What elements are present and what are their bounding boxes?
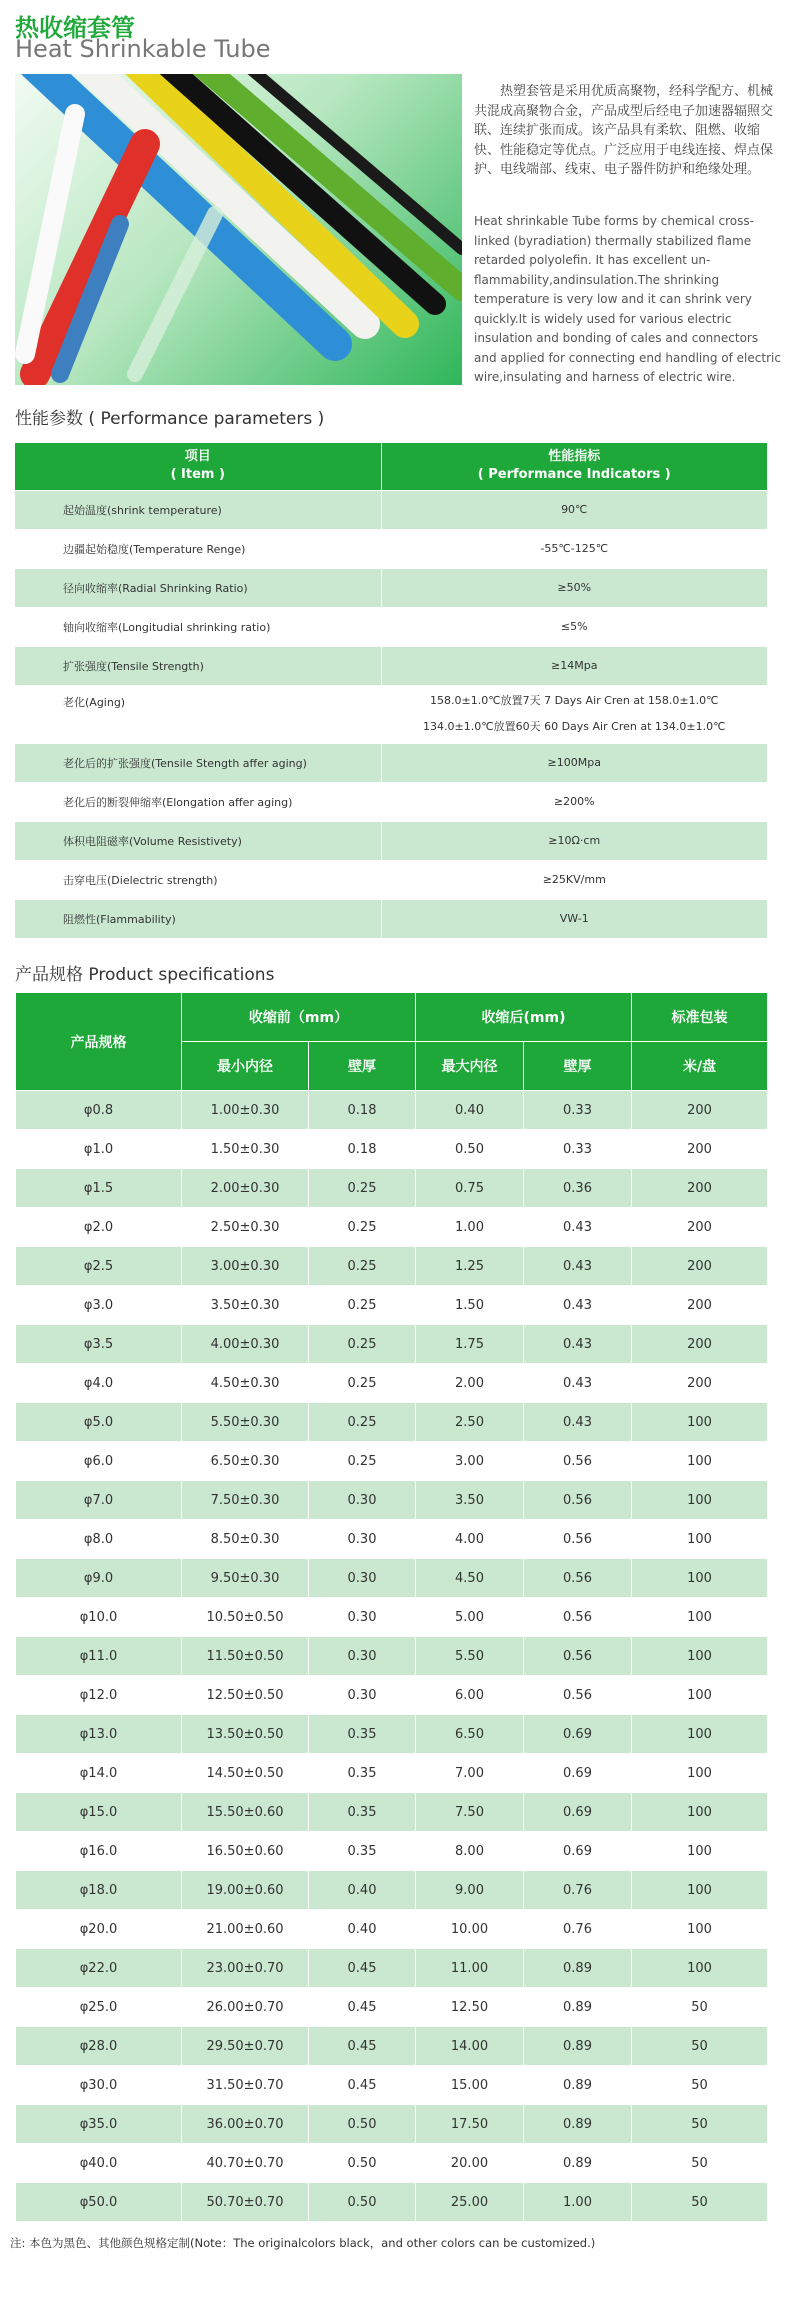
perf-row — [15, 860, 767, 899]
spec-min-id: 14.50±0.50 — [182, 1754, 309, 1793]
tubes-illustration — [15, 74, 462, 385]
spec-wall-before: 0.30 — [309, 1559, 416, 1598]
perf-param-value: ≥25KV/mm — [381, 860, 767, 899]
spec-size: φ0.8 — [16, 1091, 182, 1130]
spec-pack: 100 — [632, 1637, 768, 1676]
spec-size: φ14.0 — [16, 1754, 182, 1793]
spec-subheader-min-id: 最小内径 — [182, 1042, 309, 1091]
spec-header-before: 收缩前（mm） — [182, 993, 416, 1042]
perf-param-name: 体积电阻磁率(Volume Resistivety) — [15, 821, 381, 860]
intro-text-en: Heat shrinkable Tube forms by chemical cross-linked (byradiation) thermally stabilized flame retarded polyolefin. It has excellent un-flammability,andinsulation.The shrinking temperature is very low and it can shrink very quickly.It is widely used for various electric insulation and bonding of cales and connectors and applied for connecting end handling of electric wire,insulating and harness of electric wire. — [474, 214, 781, 384]
spec-wall-before: 0.45 — [309, 2066, 416, 2105]
spec-min-id: 13.50±0.50 — [182, 1715, 309, 1754]
spec-row — [16, 1715, 768, 1754]
footnote: 注: 本色为黑色、其他颜色规格定制(Note：The originalcolors black，and other colors can be customized.) — [10, 2236, 596, 2250]
spec-row — [16, 1364, 768, 1403]
spec-wall-after: 0.76 — [524, 1871, 632, 1910]
spec-wall-after: 0.89 — [524, 2066, 632, 2105]
spec-table — [15, 992, 768, 2222]
spec-pack: 200 — [632, 1091, 768, 1130]
spec-size: φ4.0 — [16, 1364, 182, 1403]
spec-row — [16, 1403, 768, 1442]
spec-min-id: 21.00±0.60 — [182, 1910, 309, 1949]
spec-pack: 50 — [632, 2027, 768, 2066]
spec-wall-after: 0.43 — [524, 1247, 632, 1286]
spec-max-id: 25.00 — [416, 2183, 524, 2222]
spec-row — [16, 1169, 768, 1208]
spec-max-id: 15.00 — [416, 2066, 524, 2105]
perf-param-name: 边疆起始稳度(Temperature Renge) — [15, 529, 381, 568]
spec-wall-after: 0.89 — [524, 1949, 632, 1988]
spec-row — [16, 1481, 768, 1520]
spec-max-id: 3.50 — [416, 1481, 524, 1520]
spec-max-id: 10.00 — [416, 1910, 524, 1949]
spec-wall-after: 0.33 — [524, 1130, 632, 1169]
spec-wall-before: 0.30 — [309, 1481, 416, 1520]
spec-wall-before: 0.40 — [309, 1910, 416, 1949]
spec-min-id: 12.50±0.50 — [182, 1676, 309, 1715]
spec-wall-after: 0.56 — [524, 1637, 632, 1676]
perf-row — [15, 529, 767, 568]
spec-max-id: 1.75 — [416, 1325, 524, 1364]
spec-size: φ3.0 — [16, 1286, 182, 1325]
spec-wall-before: 0.35 — [309, 1832, 416, 1871]
spec-wall-after: 0.69 — [524, 1793, 632, 1832]
spec-max-id: 20.00 — [416, 2144, 524, 2183]
spec-max-id: 17.50 — [416, 2105, 524, 2144]
spec-size: φ28.0 — [16, 2027, 182, 2066]
spec-row — [16, 1832, 768, 1871]
perf-param-name: 起始温度(shrink temperature) — [15, 490, 381, 529]
spec-wall-after: 0.33 — [524, 1091, 632, 1130]
spec-subheader-wall-before: 壁厚 — [309, 1042, 416, 1091]
spec-pack: 100 — [632, 1403, 768, 1442]
spec-size: φ16.0 — [16, 1832, 182, 1871]
spec-row — [16, 1442, 768, 1481]
spec-max-id: 12.50 — [416, 1988, 524, 2027]
perf-param-value: -55℃-125℃ — [381, 529, 767, 568]
perf-param-value — [381, 685, 767, 743]
spec-size: φ2.0 — [16, 1208, 182, 1247]
spec-pack: 200 — [632, 1247, 768, 1286]
perf-row — [15, 743, 767, 782]
perf-param-value: VW-1 — [381, 899, 767, 938]
perf-param-value: ≥200% — [381, 782, 767, 821]
spec-subheader-max-id: 最大内径 — [416, 1042, 524, 1091]
spec-max-id: 0.40 — [416, 1091, 524, 1130]
perf-header-item-cn: 项目 — [184, 449, 211, 465]
perf-header-value — [381, 443, 767, 490]
spec-min-id: 8.50±0.30 — [182, 1520, 309, 1559]
perf-param-value: ≥100Mpa — [381, 743, 767, 782]
spec-wall-before: 0.30 — [309, 1520, 416, 1559]
spec-wall-after: 0.43 — [524, 1286, 632, 1325]
spec-wall-before: 0.45 — [309, 1949, 416, 1988]
spec-wall-after: 0.89 — [524, 2027, 632, 2066]
spec-wall-before: 0.25 — [309, 1208, 416, 1247]
spec-min-id: 9.50±0.30 — [182, 1559, 309, 1598]
perf-row — [15, 646, 767, 685]
performance-section-title: 性能参数 ( Performance parameters ) — [15, 409, 325, 429]
spec-pack: 100 — [632, 1832, 768, 1871]
spec-row — [16, 2183, 768, 2222]
spec-size: φ1.0 — [16, 1130, 182, 1169]
perf-param-value: ≤5% — [381, 607, 767, 646]
spec-pack: 100 — [632, 1481, 768, 1520]
spec-wall-after: 0.69 — [524, 1754, 632, 1793]
spec-min-id: 6.50±0.30 — [182, 1442, 309, 1481]
spec-wall-after: 0.56 — [524, 1598, 632, 1637]
spec-size: φ22.0 — [16, 1949, 182, 1988]
spec-wall-before: 0.18 — [309, 1130, 416, 1169]
perf-param-name: 老化(Aging) — [15, 685, 381, 743]
perf-row — [15, 821, 767, 860]
spec-pack: 50 — [632, 2183, 768, 2222]
spec-max-id: 3.00 — [416, 1442, 524, 1481]
perf-param-name: 阻燃性(Flammability) — [15, 899, 381, 938]
spec-wall-before: 0.25 — [309, 1247, 416, 1286]
spec-max-id: 1.00 — [416, 1208, 524, 1247]
spec-min-id: 4.00±0.30 — [182, 1325, 309, 1364]
spec-size: φ9.0 — [16, 1559, 182, 1598]
spec-max-id: 4.50 — [416, 1559, 524, 1598]
spec-pack: 50 — [632, 1988, 768, 2027]
spec-row — [16, 1325, 768, 1364]
spec-max-id: 6.50 — [416, 1715, 524, 1754]
perf-param-name: 击穿电压(Dielectric strength) — [15, 860, 381, 899]
spec-header-spec: 产品规格 — [16, 993, 182, 1091]
spec-min-id: 29.50±0.70 — [182, 2027, 309, 2066]
spec-wall-after: 0.43 — [524, 1364, 632, 1403]
spec-wall-after: 0.56 — [524, 1442, 632, 1481]
spec-row — [16, 1754, 768, 1793]
spec-row — [16, 2144, 768, 2183]
spec-wall-before: 0.45 — [309, 1988, 416, 2027]
spec-size: φ15.0 — [16, 1793, 182, 1832]
spec-row — [16, 1598, 768, 1637]
spec-row — [16, 1520, 768, 1559]
spec-wall-before: 0.35 — [309, 1754, 416, 1793]
spec-size: φ11.0 — [16, 1637, 182, 1676]
spec-pack: 50 — [632, 2066, 768, 2105]
spec-header-pack: 标准包装 — [632, 993, 768, 1042]
perf-row — [15, 899, 767, 938]
spec-pack: 50 — [632, 2105, 768, 2144]
spec-section-title: 产品规格 Product specifications — [15, 965, 275, 985]
spec-max-id: 2.00 — [416, 1364, 524, 1403]
spec-min-id: 16.50±0.60 — [182, 1832, 309, 1871]
perf-row — [15, 607, 767, 646]
spec-pack: 100 — [632, 1949, 768, 1988]
perf-param-value: ≥50% — [381, 568, 767, 607]
spec-header-after: 收缩后(mm) — [416, 993, 632, 1042]
spec-wall-before: 0.18 — [309, 1091, 416, 1130]
spec-wall-after: 0.89 — [524, 1988, 632, 2027]
spec-max-id: 7.50 — [416, 1793, 524, 1832]
spec-wall-before: 0.25 — [309, 1325, 416, 1364]
spec-row — [16, 1247, 768, 1286]
page-title-en: Heat Shrinkable Tube — [15, 35, 271, 63]
spec-min-id: 3.50±0.30 — [182, 1286, 309, 1325]
spec-row — [16, 2066, 768, 2105]
spec-max-id: 0.50 — [416, 1130, 524, 1169]
spec-size: φ18.0 — [16, 1871, 182, 1910]
spec-size: φ1.5 — [16, 1169, 182, 1208]
spec-row — [16, 1559, 768, 1598]
spec-wall-after: 1.00 — [524, 2183, 632, 2222]
spec-max-id: 4.00 — [416, 1520, 524, 1559]
spec-max-id: 7.00 — [416, 1754, 524, 1793]
perf-row — [15, 568, 767, 607]
spec-min-id: 3.00±0.30 — [182, 1247, 309, 1286]
performance-table — [15, 443, 767, 938]
spec-wall-before: 0.50 — [309, 2105, 416, 2144]
perf-param-value: 90℃ — [381, 490, 767, 529]
spec-wall-before: 0.25 — [309, 1442, 416, 1481]
spec-min-id: 10.50±0.50 — [182, 1598, 309, 1637]
spec-row — [16, 1910, 768, 1949]
spec-wall-before: 0.40 — [309, 1871, 416, 1910]
spec-wall-before: 0.25 — [309, 1403, 416, 1442]
spec-max-id: 5.50 — [416, 1637, 524, 1676]
spec-size: φ20.0 — [16, 1910, 182, 1949]
spec-size: φ40.0 — [16, 2144, 182, 2183]
perf-param-value: ≥14Mpa — [381, 646, 767, 685]
spec-wall-before: 0.25 — [309, 1169, 416, 1208]
perf-header-value-en: ( Performance Indicators ) — [477, 467, 671, 483]
spec-min-id: 36.00±0.70 — [182, 2105, 309, 2144]
spec-size: φ7.0 — [16, 1481, 182, 1520]
spec-subheader-wall-after: 壁厚 — [524, 1042, 632, 1091]
spec-wall-before: 0.30 — [309, 1676, 416, 1715]
spec-size: φ3.5 — [16, 1325, 182, 1364]
spec-row — [16, 1949, 768, 1988]
spec-wall-before: 0.45 — [309, 2027, 416, 2066]
spec-wall-after: 0.56 — [524, 1520, 632, 1559]
spec-wall-before: 0.30 — [309, 1637, 416, 1676]
spec-min-id: 19.00±0.60 — [182, 1871, 309, 1910]
spec-pack: 100 — [632, 1754, 768, 1793]
spec-size: φ12.0 — [16, 1676, 182, 1715]
spec-row — [16, 1988, 768, 2027]
spec-wall-after: 0.56 — [524, 1676, 632, 1715]
spec-min-id: 50.70±0.70 — [182, 2183, 309, 2222]
perf-param-name: 扩张强度(Tensile Strength) — [15, 646, 381, 685]
spec-pack: 100 — [632, 1676, 768, 1715]
perf-row — [15, 782, 767, 821]
spec-row — [16, 1637, 768, 1676]
spec-table-body — [16, 1091, 768, 2222]
perf-aging-line-1: 158.0±1.0℃放置7天 7 Days Air Cren at 158.0±1.0℃ — [430, 694, 719, 707]
spec-size: φ5.0 — [16, 1403, 182, 1442]
spec-pack: 100 — [632, 1598, 768, 1637]
spec-wall-before: 0.50 — [309, 2183, 416, 2222]
spec-size: φ35.0 — [16, 2105, 182, 2144]
spec-row — [16, 1793, 768, 1832]
spec-min-id: 26.00±0.70 — [182, 1988, 309, 2027]
spec-pack: 200 — [632, 1286, 768, 1325]
spec-pack: 100 — [632, 1793, 768, 1832]
spec-wall-after: 0.36 — [524, 1169, 632, 1208]
spec-min-id: 15.50±0.60 — [182, 1793, 309, 1832]
spec-pack: 100 — [632, 1520, 768, 1559]
spec-pack: 50 — [632, 2144, 768, 2183]
spec-wall-before: 0.35 — [309, 1793, 416, 1832]
spec-max-id: 0.75 — [416, 1169, 524, 1208]
spec-wall-after: 0.89 — [524, 2105, 632, 2144]
perf-param-name: 径向收缩率(Radial Shrinking Ratio) — [15, 568, 381, 607]
spec-pack: 100 — [632, 1442, 768, 1481]
spec-wall-after: 0.43 — [524, 1208, 632, 1247]
spec-min-id: 11.50±0.50 — [182, 1637, 309, 1676]
perf-aging-line-2: 134.0±1.0℃放置60天 60 Days Air Cren at 134.0±1.0℃ — [423, 720, 726, 733]
spec-size: φ25.0 — [16, 1988, 182, 2027]
spec-pack: 200 — [632, 1208, 768, 1247]
spec-max-id: 1.50 — [416, 1286, 524, 1325]
spec-wall-after: 0.69 — [524, 1715, 632, 1754]
spec-wall-before: 0.50 — [309, 2144, 416, 2183]
spec-row — [16, 2027, 768, 2066]
spec-row — [16, 1208, 768, 1247]
spec-min-id: 2.50±0.30 — [182, 1208, 309, 1247]
spec-max-id: 6.00 — [416, 1676, 524, 1715]
spec-wall-after: 0.89 — [524, 2144, 632, 2183]
spec-size: φ30.0 — [16, 2066, 182, 2105]
spec-max-id: 9.00 — [416, 1871, 524, 1910]
spec-min-id: 31.50±0.70 — [182, 2066, 309, 2105]
spec-row — [16, 1676, 768, 1715]
spec-size: φ8.0 — [16, 1520, 182, 1559]
perf-param-name: 轴向收缩率(Longitudial shrinking ratio) — [15, 607, 381, 646]
spec-pack: 100 — [632, 1559, 768, 1598]
spec-wall-before: 0.25 — [309, 1286, 416, 1325]
spec-wall-after: 0.43 — [524, 1403, 632, 1442]
page-title-cn: 热收缩套管 — [15, 14, 135, 42]
spec-max-id: 8.00 — [416, 1832, 524, 1871]
perf-row — [15, 490, 767, 529]
spec-min-id: 4.50±0.30 — [182, 1364, 309, 1403]
intro-text-cn: 热塑套管是采用优质高聚物，经科学配方、机械共混成高聚物合金，产品成型后经电子加速器辐照交联、连续扩张而成。该产品具有柔软、阻燃、收缩快、性能稳定等优点。广泛应用于电线连接、焊点保护、电线端部、线束、电子器件防护和绝缘处理。 — [474, 84, 774, 177]
spec-pack: 200 — [632, 1169, 768, 1208]
spec-min-id: 7.50±0.30 — [182, 1481, 309, 1520]
spec-row — [16, 1286, 768, 1325]
spec-pack: 200 — [632, 1130, 768, 1169]
perf-param-name: 老化后的扩张强度(Tensile Stength affer aging) — [15, 743, 381, 782]
spec-max-id: 14.00 — [416, 2027, 524, 2066]
spec-size: φ2.5 — [16, 1247, 182, 1286]
spec-row — [16, 2105, 768, 2144]
perf-header-item — [15, 443, 381, 490]
spec-max-id: 2.50 — [416, 1403, 524, 1442]
spec-subheader-pack-unit: 米/盘 — [632, 1042, 768, 1091]
perf-param-name: 老化后的断裂伸缩率(Elongation affer aging) — [15, 782, 381, 821]
spec-min-id: 1.50±0.30 — [182, 1130, 309, 1169]
spec-wall-before: 0.25 — [309, 1364, 416, 1403]
spec-min-id: 5.50±0.30 — [182, 1403, 309, 1442]
spec-max-id: 5.00 — [416, 1598, 524, 1637]
perf-param-value: ≥10Ω·cm — [381, 821, 767, 860]
spec-max-id: 1.25 — [416, 1247, 524, 1286]
spec-row — [16, 1871, 768, 1910]
spec-pack: 100 — [632, 1871, 768, 1910]
spec-row — [16, 1091, 768, 1130]
perf-header-item-en: ( Item ) — [170, 467, 225, 483]
spec-pack: 100 — [632, 1910, 768, 1949]
spec-size: φ50.0 — [16, 2183, 182, 2222]
product-photo — [15, 74, 462, 385]
spec-wall-after: 0.43 — [524, 1325, 632, 1364]
spec-min-id: 1.00±0.30 — [182, 1091, 309, 1130]
spec-min-id: 23.00±0.70 — [182, 1949, 309, 1988]
spec-wall-after: 0.76 — [524, 1910, 632, 1949]
perf-header-value-cn: 性能指标 — [548, 449, 601, 465]
spec-size: φ6.0 — [16, 1442, 182, 1481]
spec-wall-after: 0.56 — [524, 1481, 632, 1520]
spec-size: φ13.0 — [16, 1715, 182, 1754]
spec-wall-after: 0.69 — [524, 1832, 632, 1871]
spec-wall-before: 0.35 — [309, 1715, 416, 1754]
spec-row — [16, 1130, 768, 1169]
spec-pack: 200 — [632, 1325, 768, 1364]
spec-pack: 200 — [632, 1364, 768, 1403]
perf-row — [15, 685, 767, 743]
spec-min-id: 40.70±0.70 — [182, 2144, 309, 2183]
spec-pack: 100 — [632, 1715, 768, 1754]
spec-min-id: 2.00±0.30 — [182, 1169, 309, 1208]
spec-wall-before: 0.30 — [309, 1598, 416, 1637]
spec-wall-after: 0.56 — [524, 1559, 632, 1598]
spec-size: φ10.0 — [16, 1598, 182, 1637]
spec-max-id: 11.00 — [416, 1949, 524, 1988]
